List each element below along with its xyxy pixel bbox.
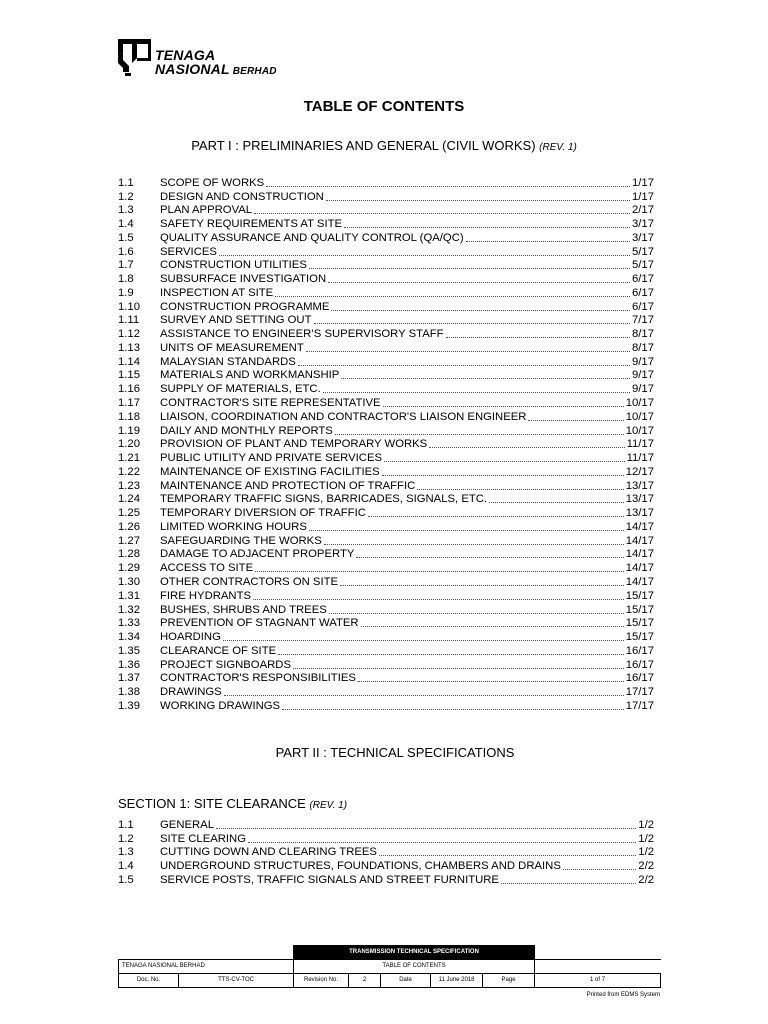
- toc-entry: [118, 259, 654, 273]
- toc-entry: [118, 272, 654, 286]
- toc-entry: [118, 217, 654, 231]
- toc-entry: [118, 873, 654, 887]
- toc-entry-page: 13/17: [625, 493, 654, 506]
- toc-entry-title: OTHER CONTRACTORS ON SITE: [160, 575, 339, 588]
- toc-entry-page: 14/17: [625, 534, 654, 547]
- toc-entry-number: 1.3: [118, 846, 134, 859]
- toc-entry-title: INSPECTION AT SITE: [160, 286, 274, 299]
- toc-entry-title: MAINTENANCE OF EXISTING FACILITIES: [160, 465, 380, 478]
- toc-entry: [118, 410, 654, 424]
- toc-entry-page: 10/17: [625, 397, 654, 410]
- toc-entry: [118, 479, 654, 493]
- toc-entry-number: 1.4: [118, 218, 134, 231]
- toc-entry: [118, 451, 654, 465]
- toc-entry-title: ASSISTANCE TO ENGINEER’S SUPERVISORY STAFF: [160, 328, 444, 341]
- toc-leader-dots: [298, 365, 630, 366]
- toc-entry-page: 15/17: [625, 631, 654, 644]
- toc-entry-number: 1.27: [118, 534, 140, 547]
- toc-entry-title: DAILY AND MONTHLY REPORTS: [160, 424, 333, 437]
- toc-entry-page: 1/2: [638, 818, 654, 831]
- toc-entry: [118, 369, 654, 383]
- toc-leader-dots: [253, 599, 624, 600]
- toc-leader-dots: [341, 378, 630, 379]
- footer-banner: TRANSMISSION TECHNICAL SPECIFICATION: [294, 946, 535, 960]
- toc-entry-number: 1.28: [118, 548, 140, 561]
- toc-entry: [118, 493, 654, 507]
- page-title: TABLE OF CONTENTS: [303, 98, 465, 115]
- toc-entry: [118, 438, 654, 452]
- toc-entry-title: DAMAGE TO ADJACENT PROPERTY: [160, 548, 355, 561]
- toc-leader-dots: [309, 268, 630, 269]
- toc-entry-title: PROVISION OF PLANT AND TEMPORARY WORKS: [160, 438, 428, 451]
- part1-rev: (REV. 1): [539, 142, 577, 153]
- toc-entry-title: ACCESS TO SITE: [160, 562, 254, 575]
- toc-entry-number: 1.30: [118, 575, 140, 588]
- toc-entry-title: CLEARANCE OF SITE: [160, 644, 277, 657]
- toc-leader-dots: [340, 585, 624, 586]
- toc-entry-page: 15/17: [625, 617, 654, 630]
- footer-date: 11 June 2018: [431, 973, 483, 987]
- toc-entry-page: 9/17: [632, 369, 654, 382]
- toc-entry-title: TEMPORARY DIVERSION OF TRAFFIC: [160, 507, 366, 520]
- toc-entry: [118, 424, 654, 438]
- toc-leader-dots: [563, 869, 636, 870]
- toc-entry-title: SITE CLEARING: [160, 832, 247, 845]
- footer-doc-no: TTS-CV-TOC: [179, 973, 294, 987]
- toc-leader-dots: [248, 842, 636, 843]
- toc-entry-page: 14/17: [625, 562, 654, 575]
- toc-leader-dots: [528, 420, 623, 421]
- toc-entry-title: PLAN APPROVAL: [160, 204, 253, 217]
- toc-leader-dots: [358, 681, 624, 682]
- toc-leader-dots: [361, 626, 624, 627]
- logo-text-line1: TENAGA: [155, 47, 216, 63]
- toc-entry: [118, 506, 654, 520]
- toc-leader-dots: [324, 544, 624, 545]
- toc-leader-dots: [224, 695, 624, 696]
- toc-entry: [118, 548, 654, 562]
- footer-page-label: Page: [483, 973, 535, 987]
- footer-revision: 2: [349, 973, 381, 987]
- toc-leader-dots: [293, 668, 624, 669]
- toc-entry-title: MALAYSIAN STANDARDS: [160, 355, 296, 368]
- toc-entry-page: 15/17: [625, 589, 654, 602]
- toc-entry-title: CONSTRUCTION UTILITIES: [160, 259, 307, 272]
- toc-entry: [118, 603, 654, 617]
- toc-entry-number: 1.26: [118, 520, 140, 533]
- toc-entry-page: 10/17: [625, 424, 654, 437]
- toc-leader-dots: [309, 530, 624, 531]
- company-logo: [115, 36, 295, 86]
- toc-entry-page: 3/17: [632, 218, 654, 231]
- toc-entry-title: SAFEGUARDING THE WORKS: [160, 534, 322, 547]
- toc-entry-number: 1.2: [118, 832, 134, 845]
- toc-entry-number: 1.5: [118, 873, 134, 886]
- toc-entry: [118, 846, 654, 860]
- toc-entry-number: 1.9: [118, 286, 134, 299]
- toc-entry: [118, 699, 654, 713]
- toc-entry: [118, 520, 654, 534]
- toc-entry-page: 15/17: [625, 603, 654, 616]
- toc-entry-number: 1.34: [118, 631, 140, 644]
- toc-entry: [118, 382, 654, 396]
- toc-entry-title: MAINTENANCE AND PROTECTION OF TRAFFIC: [160, 479, 416, 492]
- part1-toc-list: [118, 176, 654, 713]
- document-footer: [118, 945, 661, 988]
- toc-entry-title: GENERAL: [160, 818, 214, 831]
- toc-entry: [118, 630, 654, 644]
- toc-leader-dots: [501, 883, 636, 884]
- toc-entry: [118, 465, 654, 479]
- toc-entry-number: 1.19: [118, 424, 140, 437]
- toc-leader-dots: [306, 351, 630, 352]
- toc-entry-number: 1.23: [118, 479, 140, 492]
- toc-entry-title: SERVICES: [160, 245, 217, 258]
- toc-entry-title: CONTRACTOR'S RESPONSIBILITIES: [160, 672, 356, 685]
- toc-entry-page: 5/17: [632, 245, 654, 258]
- toc-entry: [118, 644, 654, 658]
- toc-entry-page: 8/17: [632, 341, 654, 354]
- toc-entry-title: HOARDING: [160, 631, 221, 644]
- toc-entry-page: 7/17: [632, 314, 654, 327]
- toc-entry: [118, 245, 654, 259]
- toc-entry: [118, 575, 654, 589]
- toc-entry-page: 2/17: [632, 204, 654, 217]
- toc-entry: [118, 534, 654, 548]
- toc-entry-title: DRAWINGS: [160, 686, 222, 699]
- toc-entry-page: 14/17: [625, 548, 654, 561]
- toc-entry-page: 16/17: [625, 672, 654, 685]
- toc-entry-number: 1.33: [118, 617, 140, 630]
- toc-entry: [118, 190, 654, 204]
- toc-entry-page: 14/17: [625, 575, 654, 588]
- tnb-logo-icon: [115, 36, 153, 80]
- toc-entry: [118, 589, 654, 603]
- toc-entry-title: MATERIALS AND WORKMANSHIP: [160, 369, 340, 382]
- toc-entry-title: FIRE HYDRANTS: [160, 589, 252, 602]
- toc-entry-page: 1/2: [638, 832, 654, 845]
- section1-rev: (REV. 1): [309, 800, 348, 811]
- toc-leader-dots: [266, 186, 630, 187]
- toc-entry-number: 1.8: [118, 273, 134, 286]
- toc-entry-page: 13/17: [625, 507, 654, 520]
- toc-entry-page: 6/17: [632, 300, 654, 313]
- toc-entry-number: 1.36: [118, 658, 140, 671]
- toc-entry-page: 6/17: [632, 286, 654, 299]
- toc-entry-page: 2/2: [638, 873, 654, 886]
- toc-entry-number: 1.25: [118, 507, 140, 520]
- toc-leader-dots: [417, 489, 623, 490]
- toc-leader-dots: [356, 557, 623, 558]
- toc-leader-dots: [466, 241, 630, 242]
- toc-entry: [118, 327, 654, 341]
- toc-entry-page: 11/17: [626, 452, 654, 465]
- toc-entry-number: 1.22: [118, 465, 140, 478]
- toc-leader-dots: [429, 447, 624, 448]
- toc-entry-page: 12/17: [625, 465, 654, 478]
- toc-leader-dots: [216, 828, 636, 829]
- toc-leader-dots: [335, 434, 624, 435]
- toc-entry-title: CONTRACTOR'S SITE REPRESENTATIVE: [160, 397, 381, 410]
- toc-entry-title: SUBSURFACE INVESTIGATION: [160, 273, 327, 286]
- toc-leader-dots: [326, 200, 630, 201]
- toc-entry-title: TEMPORARY TRAFFIC SIGNS, BARRICADES, SIGNALS, ETC.: [160, 493, 488, 506]
- toc-entry: [118, 204, 654, 218]
- part2-heading: PART II : TECHNICAL SPECIFICATIONS: [275, 745, 515, 760]
- toc-entry: [118, 685, 654, 699]
- toc-entry-page: 16/17: [625, 658, 654, 671]
- toc-leader-dots: [314, 323, 631, 324]
- toc-entry-page: 3/17: [632, 231, 654, 244]
- toc-entry-page: 13/17: [625, 479, 654, 492]
- footer-company: TENAGA NASIONAL BERHAD: [119, 959, 294, 973]
- toc-entry-title: SURVEY AND SETTING OUT: [160, 314, 312, 327]
- footer-revision-label: Revision No.: [294, 973, 349, 987]
- footer-doc-title: TABLE OF CONTENTS: [294, 959, 535, 973]
- toc-leader-dots: [379, 855, 636, 856]
- toc-entry-page: 11/17: [626, 438, 654, 451]
- toc-entry-title: BUSHES, SHRUBS AND TREES: [160, 603, 327, 616]
- toc-entry-title: CONSTRUCTION PROGRAMME: [160, 300, 330, 313]
- footer-page: 1 of 7: [535, 973, 661, 987]
- toc-entry-number: 1.12: [118, 328, 140, 341]
- toc-entry-number: 1.20: [118, 438, 140, 451]
- toc-entry: [118, 176, 654, 190]
- toc-entry-number: 1.39: [118, 699, 140, 712]
- toc-entry-number: 1.24: [118, 493, 140, 506]
- toc-entry-number: 1.1: [118, 818, 134, 831]
- toc-leader-dots: [254, 213, 630, 214]
- toc-entry-title: SAFETY REQUIREMENTS AT SITE: [160, 218, 343, 231]
- toc-entry-title: PROJECT SIGNBOARDS: [160, 658, 291, 671]
- toc-leader-dots: [384, 461, 625, 462]
- toc-entry-number: 1.1: [118, 176, 134, 189]
- toc-entry-page: 1/17: [632, 190, 654, 203]
- toc-entry-number: 1.15: [118, 369, 140, 382]
- toc-entry-title: DESIGN AND CONSTRUCTION: [160, 190, 324, 203]
- toc-entry-number: 1.10: [118, 300, 140, 313]
- section1-heading: SECTION 1: SITE CLEARANCE (REV. 1): [118, 796, 348, 811]
- toc-entry: [118, 355, 654, 369]
- toc-entry-page: 8/17: [632, 328, 654, 341]
- toc-entry-title: UNDERGROUND STRUCTURES, FOUNDATIONS, CHAMBERS AND DRAINS: [160, 860, 561, 873]
- section1-toc-list: [118, 818, 654, 887]
- part1-heading: PART I : PRELIMINARIES AND GENERAL (CIVIL WORKS) (REV. 1): [191, 138, 577, 153]
- toc-leader-dots: [344, 227, 630, 228]
- footer-date-label: Date: [381, 973, 431, 987]
- toc-entry-page: 17/17: [625, 686, 654, 699]
- toc-entry-page: 1/17: [632, 176, 654, 189]
- toc-entry-number: 1.13: [118, 341, 140, 354]
- toc-entry: [118, 617, 654, 631]
- toc-entry-page: 2/2: [638, 860, 654, 873]
- toc-entry-number: 1.18: [118, 410, 140, 423]
- toc-entry-page: 9/17: [632, 355, 654, 368]
- toc-leader-dots: [329, 613, 624, 614]
- logo-text-line2: NASIONAL BERHAD: [155, 61, 277, 77]
- toc-leader-dots: [331, 310, 630, 311]
- printed-note: Printed from EDMS System: [586, 992, 660, 998]
- toc-leader-dots: [275, 296, 630, 297]
- toc-entry-number: 1.21: [118, 452, 140, 465]
- toc-leader-dots: [328, 282, 630, 283]
- toc-leader-dots: [323, 392, 630, 393]
- toc-leader-dots: [282, 709, 624, 710]
- toc-entry: [118, 859, 654, 873]
- toc-entry-number: 1.32: [118, 603, 140, 616]
- toc-entry-title: QUALITY ASSURANCE AND QUALITY CONTROL (QA/QC): [160, 231, 464, 244]
- toc-entry: [118, 818, 654, 832]
- toc-entry-number: 1.17: [118, 397, 140, 410]
- toc-entry: [118, 314, 654, 328]
- toc-entry-title: SUPPLY OF MATERIALS, ETC.: [160, 383, 321, 396]
- toc-entry-page: 6/17: [632, 273, 654, 286]
- toc-entry-number: 1.29: [118, 562, 140, 575]
- toc-leader-dots: [368, 516, 624, 517]
- toc-entry-number: 1.7: [118, 259, 134, 272]
- toc-entry-title: CUTTING DOWN AND CLEARING TREES: [160, 846, 377, 859]
- toc-leader-dots: [219, 255, 630, 256]
- toc-leader-dots: [223, 640, 624, 641]
- toc-entry-number: 1.4: [118, 860, 134, 873]
- toc-entry-page: 1/2: [638, 846, 654, 859]
- toc-entry: [118, 341, 654, 355]
- toc-leader-dots: [383, 406, 624, 407]
- toc-entry-title: SCOPE OF WORKS: [160, 176, 265, 189]
- toc-entry-number: 1.5: [118, 231, 134, 244]
- toc-entry-title: LIMITED WORKING HOURS: [160, 520, 307, 533]
- toc-entry: [118, 672, 654, 686]
- toc-entry-number: 1.38: [118, 686, 140, 699]
- toc-entry: [118, 561, 654, 575]
- toc-entry-page: 10/17: [625, 410, 654, 423]
- toc-entry-title: SERVICE POSTS, TRAFFIC SIGNALS AND STREET FURNITURE: [160, 873, 499, 886]
- toc-entry: [118, 286, 654, 300]
- toc-leader-dots: [278, 654, 624, 655]
- toc-entry-title: WORKING DRAWINGS: [160, 699, 281, 712]
- toc-entry: [118, 832, 654, 846]
- toc-leader-dots: [382, 475, 624, 476]
- logo-suffix: BERHAD: [232, 66, 277, 77]
- toc-leader-dots: [255, 571, 624, 572]
- toc-entry-number: 1.2: [118, 190, 134, 203]
- toc-entry: [118, 231, 654, 245]
- footer-doc-no-label: Doc. No.: [119, 973, 179, 987]
- toc-entry-page: 17/17: [625, 699, 654, 712]
- toc-entry-page: 9/17: [632, 383, 654, 396]
- toc-entry-number: 1.35: [118, 644, 140, 657]
- toc-entry-title: UNITS OF MEASUREMENT: [160, 341, 304, 354]
- toc-entry-number: 1.14: [118, 355, 140, 368]
- toc-leader-dots: [489, 502, 624, 503]
- toc-entry-number: 1.16: [118, 383, 140, 396]
- toc-entry-number: 1.37: [118, 672, 140, 685]
- toc-entry-number: 1.11: [118, 314, 140, 327]
- toc-entry-page: 16/17: [625, 644, 654, 657]
- toc-entry-number: 1.31: [118, 589, 140, 602]
- toc-entry-page: 5/17: [632, 259, 654, 272]
- toc-entry-number: 1.6: [118, 245, 134, 258]
- toc-entry-title: LIAISON, COORDINATION AND CONTRACTOR'S LIAISON ENGINEER: [160, 410, 527, 423]
- toc-leader-dots: [446, 337, 630, 338]
- toc-entry: [118, 396, 654, 410]
- toc-entry-page: 14/17: [625, 520, 654, 533]
- toc-entry-number: 1.3: [118, 204, 134, 217]
- toc-entry-title: PUBLIC UTILITY AND PRIVATE SERVICES: [160, 452, 383, 465]
- toc-entry: [118, 300, 654, 314]
- toc-entry: [118, 658, 654, 672]
- toc-entry-title: PREVENTION OF STAGNANT WATER: [160, 617, 359, 630]
